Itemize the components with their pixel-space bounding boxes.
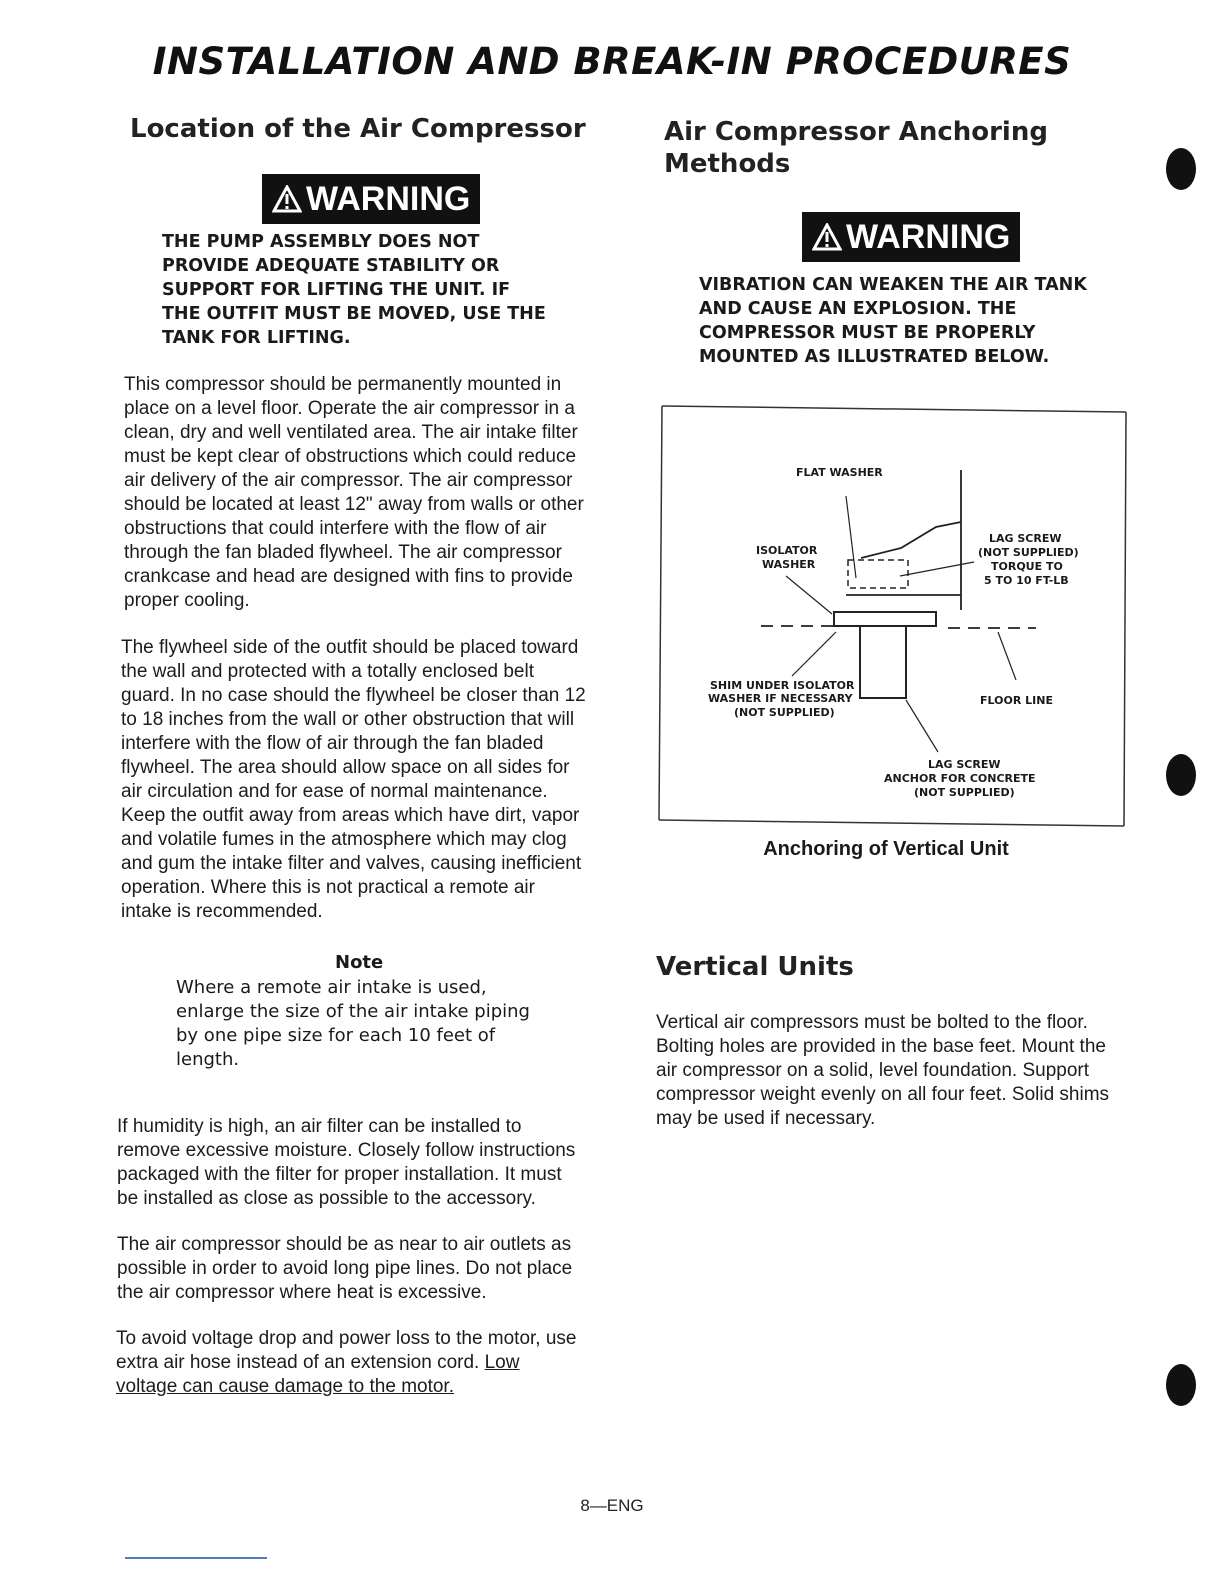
warning-text-left: THE PUMP ASSEMBLY DOES NOT PROVIDE ADEQUATE STABILITY OR SUPPORT FOR LIFTING THE UNIT. IF THE OUTFIT MUST BE MOVED, USE THE TANK FOR LIFTING. (162, 232, 546, 348)
label-shim: SHIM UNDER ISOLATOR (710, 679, 855, 692)
label-isolator-washer: WASHER (762, 558, 816, 571)
label-flat-washer: FLAT WASHER (796, 466, 883, 479)
label-anchor-not-supplied: (NOT SUPPLIED) (914, 786, 1015, 799)
location-paragraph-2: The flywheel side of the outfit should be placed toward the wall and protected with a totally enclosed belt guard. In no case should the flywheel be closer than 12 to 18 inches from the wall or other obstruction that will interfere with the flow of air through the fan bladed flywheel. The area should allow space on all sides for air circulation and for ease of normal maintenance. Keep the outfit away from areas which have dirt, vapor and volatile fumes in the atmosphere which may clog and gum the intake filter and valves, causing inefficient operation. Where this is not practical a remote air intake is recommended. (121, 637, 586, 922)
page-title: INSTALLATION AND BREAK-IN PROCEDURES (152, 40, 1072, 83)
diagram-frame (659, 406, 1126, 826)
punch-hole (1166, 754, 1196, 796)
label-shim-washer: WASHER IF NECESSARY (708, 692, 853, 705)
label-torque: TORQUE TO (991, 560, 1063, 573)
warning-triangle-icon (272, 185, 302, 213)
location-heading: Location of the Air Compressor (130, 114, 586, 144)
warning-label: WARNING (846, 218, 1011, 256)
voltage-paragraph (116, 1327, 584, 1399)
anchoring-diagram (656, 400, 1130, 832)
label-isolator: ISOLATOR (756, 544, 818, 557)
vertical-units-paragraph: Vertical air compressors must be bolted to the floor. Bolting holes are provided in the base feet. Mount the air compressor on a solid, level foundation. Support compressor weight evenly on all four feet. Solid shims may be used if necessary. (656, 1012, 1110, 1129)
label-lag-screw: LAG SCREW (989, 532, 1062, 545)
warning-badge-right (802, 212, 1020, 262)
label-not-supplied: (NOT SUPPLIED) (978, 546, 1079, 559)
isolator-washer (848, 560, 908, 588)
punch-hole (1166, 1364, 1196, 1406)
voltage-text: To avoid voltage drop and power loss to the motor, use extra air hose instead of an extension cord. (116, 1328, 577, 1373)
diagram-caption: Anchoring of Vertical Unit (763, 838, 1009, 860)
tank-leg (846, 470, 961, 610)
location-paragraph-1: This compressor should be permanently mounted in place on a level floor. Operate the air compressor in a clean, dry and well ventilated area. The air intake filter must be kept clear of obstructions which could reduce air delivery of the air compressor. The air compressor should be located at least 12" away from walls or other obstructions that could interfere with the flow of air through the fan bladed flywheel. The air compressor crankcase and head are designed with fins to provide proper cooling. (124, 374, 584, 611)
label-anchor-lag-screw: LAG SCREW (928, 758, 1001, 771)
label-anchor: ANCHOR FOR CONCRETE (884, 772, 1036, 785)
footer-rule (125, 1557, 267, 1559)
humidity-paragraph: If humidity is high, an air filter can be installed to remove excessive moisture. Closely follow instructions packaged with the filter for proper installation. It must be installed as close as possible to the accessory. (117, 1116, 576, 1209)
page-number: 8—ENG (580, 1496, 644, 1515)
punch-hole (1166, 148, 1196, 190)
outlets-paragraph: The air compressor should be as near to air outlets as possible in order to avoid long pipe lines. Do not place the air compressor where heat is excessive. (117, 1234, 573, 1303)
note-text: Where a remote air intake is used, enlarge the size of the air intake piping by one pipe size for each 10 feet of length. (176, 977, 530, 1070)
warning-badge-left (262, 174, 480, 224)
warning-text-right: VIBRATION CAN WEAKEN THE AIR TANK AND CAUSE AN EXPLOSION. THE COMPRESSOR MUST BE PROPERLY MOUNTED AS ILLUSTRATED BELOW. (699, 275, 1087, 367)
label-torque-value: 5 TO 10 FT-LB (984, 574, 1069, 587)
warning-label: WARNING (306, 180, 471, 218)
note-title: Note (335, 952, 384, 973)
voltage-warning-underlined: Low voltage can cause damage to the motor. (116, 1352, 520, 1397)
label-shim-not-supplied: (NOT SUPPLIED) (734, 706, 835, 719)
vertical-units-heading: Vertical Units (656, 952, 854, 982)
warning-triangle-icon (812, 223, 842, 251)
label-floor-line: FLOOR LINE (980, 694, 1053, 707)
anchoring-heading: Air Compressor Anchoring Methods (664, 117, 1048, 179)
